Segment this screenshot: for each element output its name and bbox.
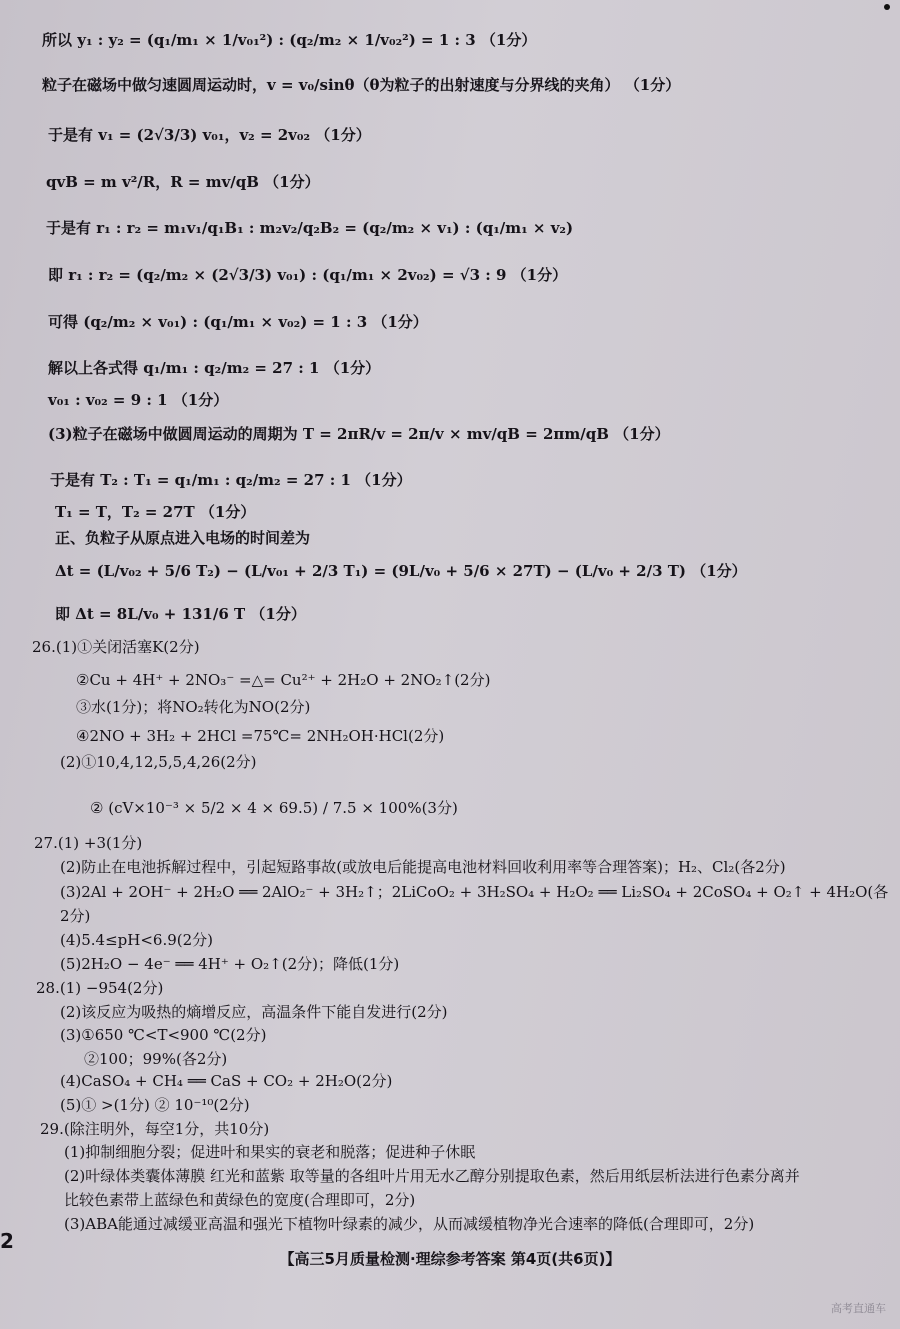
text-line: 28.(1) −954(2分): [36, 979, 164, 997]
text-line: 比较色素带上蓝绿色和黄绿色的宽度(合理即可，2分): [64, 1191, 416, 1209]
text-line: (2)叶绿体类囊体薄膜 红光和蓝紫 取等量的各组叶片用无水乙醇分别提取色素，然后用纸层析法进行色素分离并: [64, 1167, 800, 1185]
text-line: v₀₁ : v₀₂ = 9 : 1 （1分）: [48, 391, 229, 409]
text-line: ② (cV×10⁻³ × 5/2 × 4 × 69.5) / 7.5 × 100%(3分): [90, 799, 458, 817]
text-line: ④2NO + 3H₂ + 2HCl =75℃= 2NH₂OH·HCl(2分): [76, 727, 445, 745]
page-footer: 【高三5月质量检测·理综参考答案 第4页(共6页)】: [279, 1250, 621, 1268]
text-line: 即 Δt = 8L/v₀ + 131/6 T （1分）: [55, 605, 306, 623]
text-line: 粒子在磁场中做匀速圆周运动时，v = v₀/sinθ（θ为粒子的出射速度与分界线的夹角） （1分）: [42, 76, 681, 94]
text-line: 29.(除注明外，每空1分，共10分): [40, 1120, 270, 1138]
text-line: 于是有 r₁ : r₂ = m₁v₁/q₁B₁ : m₂v₂/q₂B₂ = (q₂/m₂ × v₁) : (q₁/m₁ × v₂): [46, 219, 574, 237]
text-line: (4)CaSO₄ + CH₄ ══ CaS + CO₂ + 2H₂O(2分): [60, 1072, 393, 1090]
text-line: (3)2Al + 2OH⁻ + 2H₂O ══ 2AlO₂⁻ + 3H₂↑；2LiCoO₂ + 3H₂SO₄ + H₂O₂ ══ Li₂SO₄ + 2CoSO₄ + O₂↑ + 4H₂O(各: [60, 883, 889, 901]
text-line: 2分): [60, 907, 91, 925]
text-line: (4)5.4≤pH<6.9(2分): [60, 931, 214, 949]
text-line: (3)①650 ℃<T<900 ℃(2分): [60, 1026, 267, 1044]
text-line: (5)2H₂O − 4e⁻ ══ 4H⁺ + O₂↑(2分)；降低(1分): [60, 955, 400, 973]
text-line: (2)防止在电池拆解过程中，引起短路事故(或放电后能提高电池材料回收利用率等合理答案)；H₂、Cl₂(各2分): [60, 858, 786, 876]
watermark: 高考直通车: [831, 1302, 886, 1315]
text-line: T₁ = T，T₂ = 27T （1分）: [55, 503, 256, 521]
text-line: ③水(1分)；将NO₂转化为NO(2分): [76, 698, 311, 716]
text-line: 可得 (q₂/m₂ × v₀₁) : (q₁/m₁ × v₀₂) = 1 : 3 （1分）: [48, 313, 428, 331]
text-line: (3)ABA能通过减缓亚高温和强光下植物叶绿素的减少，从而减缓植物净光合速率的降低(合理即可，2分): [64, 1215, 755, 1233]
text-line: (5)① >(1分) ② 10⁻¹⁰(2分): [60, 1096, 250, 1114]
text-line: 即 r₁ : r₂ = (q₂/m₂ × (2√3/3) v₀₁) : (q₁/m₁ × 2v₀₂) = √3 : 9 （1分）: [48, 266, 568, 284]
text-line: 26.(1)①关闭活塞K(2分): [32, 638, 200, 656]
text-line: (2)①10,4,12,5,5,4,26(2分): [60, 753, 257, 771]
text-line: 于是有 T₂ : T₁ = q₁/m₁ : q₂/m₂ = 27 : 1 （1分）: [50, 471, 412, 489]
text-line: 于是有 v₁ = (2√3/3) v₀₁，v₂ = 2v₀₂ （1分）: [48, 126, 371, 144]
text-line: qvB = m v²/R，R = mv/qB （1分）: [46, 173, 320, 191]
text-line: (3)粒子在磁场中做圆周运动的周期为 T = 2πR/v = 2π/v × mv/qB = 2πm/qB （1分）: [48, 425, 670, 443]
text-line: (1)抑制细胞分裂；促进叶和果实的衰老和脱落；促进种子休眠: [64, 1143, 476, 1161]
text-line: 所以 y₁ : y₂ = (q₁/m₁ × 1/v₀₁²) : (q₂/m₂ × 1/v₀₂²) = 1 : 3 （1分）: [42, 31, 537, 49]
ink-dot: [884, 4, 890, 10]
text-line: 解以上各式得 q₁/m₁ : q₂/m₂ = 27 : 1 （1分）: [48, 359, 381, 377]
text-line: 正、负粒子从原点进入电场的时间差为: [55, 529, 311, 547]
text-line: 27.(1) +3(1分): [34, 834, 143, 852]
margin-mark: 2: [0, 1229, 14, 1253]
text-line: (2)该反应为吸热的熵增反应，高温条件下能自发进行(2分): [60, 1003, 448, 1021]
text-line: ②Cu + 4H⁺ + 2NO₃⁻ =△= Cu²⁺ + 2H₂O + 2NO₂↑(2分): [76, 671, 491, 689]
text-line: Δt = (L/v₀₂ + 5/6 T₂) − (L/v₀₁ + 2/3 T₁) = (9L/v₀ + 5/6 × 27T) − (L/v₀ + 2/3 T) （1分）: [55, 562, 747, 580]
text-line: ②100；99%(各2分): [84, 1050, 228, 1068]
